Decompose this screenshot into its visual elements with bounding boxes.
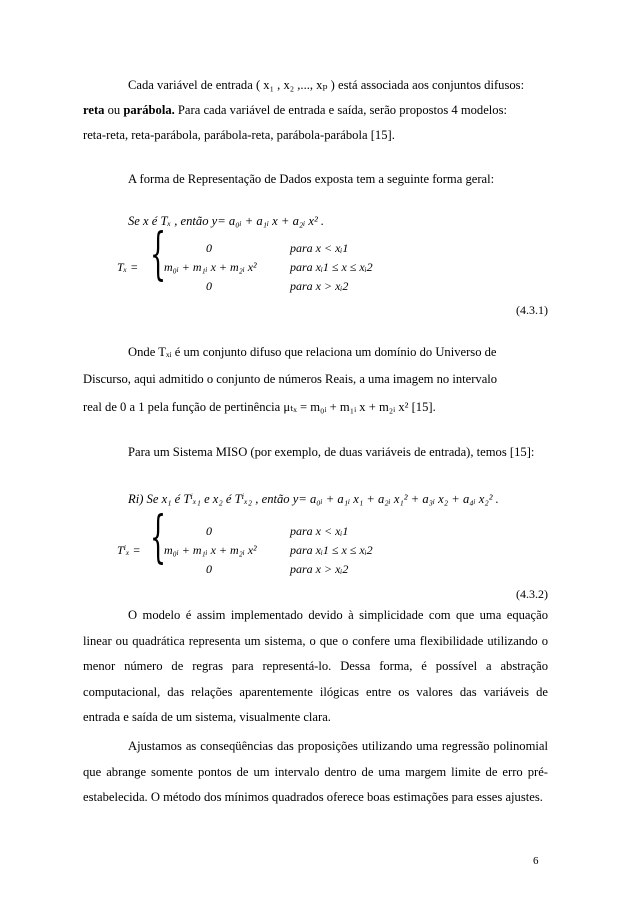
eq2-row2-left: m₀ᵢ + m₁ᵢ x + m₂ᵢ x² (164, 543, 257, 557)
p3-line1: Onde Tₓᵢ é um conjunto difuso que relaciona um domínio do Universo de (128, 345, 497, 359)
p1-line2-mid: ou (104, 103, 124, 117)
eq1-if-line: Se x é Tₓ , então y= a₀ᵢ + a₁ᵢ x + a₂ᵢ x² . (128, 214, 325, 228)
eq1-row2-left: m₀ᵢ + m₁ᵢ x + m₂ᵢ x² (164, 260, 257, 274)
eq2-row3-right: para x > xᵢ2 (290, 562, 349, 576)
eq1-row1-left: 0 (206, 241, 212, 255)
eq1-lhs: Tₓ = (117, 260, 139, 274)
p3-line2: Discurso, aqui admitido o conjunto de números Reais, a uma imagem no intervalo (83, 372, 498, 386)
eq2-if-line: Ri) Se x₁ é Tⁱₓ₁ e x₂ é Tⁱₓ₂ , então y= a₀ᵢ + a₁ᵢ x₁ + a₂ᵢ x₁² + a₃ᵢ x₂ + a₄ᵢ x₂² . (128, 492, 499, 506)
eq1-row1-right: para x < xᵢ1 (290, 241, 349, 255)
p3-line3: real de 0 a 1 pela função de pertinência μₜₓ = m₀ᵢ + m₁ᵢ x + m₂ᵢ x² [15]. (83, 400, 436, 414)
p1-line2-rest: Para cada variável de entrada e saída, serão propostos 4 modelos: (174, 103, 507, 117)
p1-line1: Cada variável de entrada ( x₁ , x₂ ,..., xₚ ) está associada aos conjuntos difusos: (128, 78, 525, 92)
eq1-number: (4.3.1) (516, 303, 548, 317)
bold-reta: reta (83, 103, 105, 117)
eq1-row2-right: para xᵢ1 ≤ x ≤ xᵢ2 (290, 260, 373, 274)
eq1-row3-left: 0 (206, 279, 212, 293)
p1-line2 (83, 103, 548, 118)
eq1-row3-right: para x > xᵢ2 (290, 279, 349, 293)
p4-line: Para um Sistema MISO (por exemplo, de duas variáveis de entrada), temos [15]: (128, 445, 535, 459)
eq2-brace: { (150, 505, 167, 570)
eq2-row1-right: para x < xᵢ1 (290, 524, 349, 538)
eq2-row2-right: para xᵢ1 ≤ x ≤ xᵢ2 (290, 543, 373, 557)
p6-paragraph: Ajustamos as conseqüências das proposições utilizando uma regressão polinomial que abrange somente pontos de um intervalo dentro de uma margem limite de erro pré-estabelecida. O método dos mínimos quadrados oferece boas estimações para esses ajustes. (83, 739, 548, 804)
eq1-brace: { (150, 222, 167, 287)
eq2-row3-left: 0 (206, 562, 212, 576)
page-number: 6 (533, 855, 539, 867)
eq2-lhs: Tⁱₓ = (117, 543, 141, 557)
bold-parabola: parábola. (123, 103, 175, 117)
p1-line3: reta-reta, reta-parábola, parábola-reta, parábola-parábola [15]. (83, 128, 395, 142)
p2-line: A forma de Representação de Dados exposta tem a seguinte forma geral: (128, 172, 495, 186)
eq2-row1-left: 0 (206, 524, 212, 538)
p5-paragraph: O modelo é assim implementado devido à simplicidade com que uma equação linear ou quadrática representa um sistema, o que o confere uma flexibilidade utilizando o menor número de regras para representá-lo. Dessa forma, é possível a abstração computacional, das relações aparentemente ilógicas entre os valores das variáveis de entrada e saída de um sistema, visualmente clara. (83, 608, 548, 724)
eq2-number: (4.3.2) (516, 587, 548, 601)
